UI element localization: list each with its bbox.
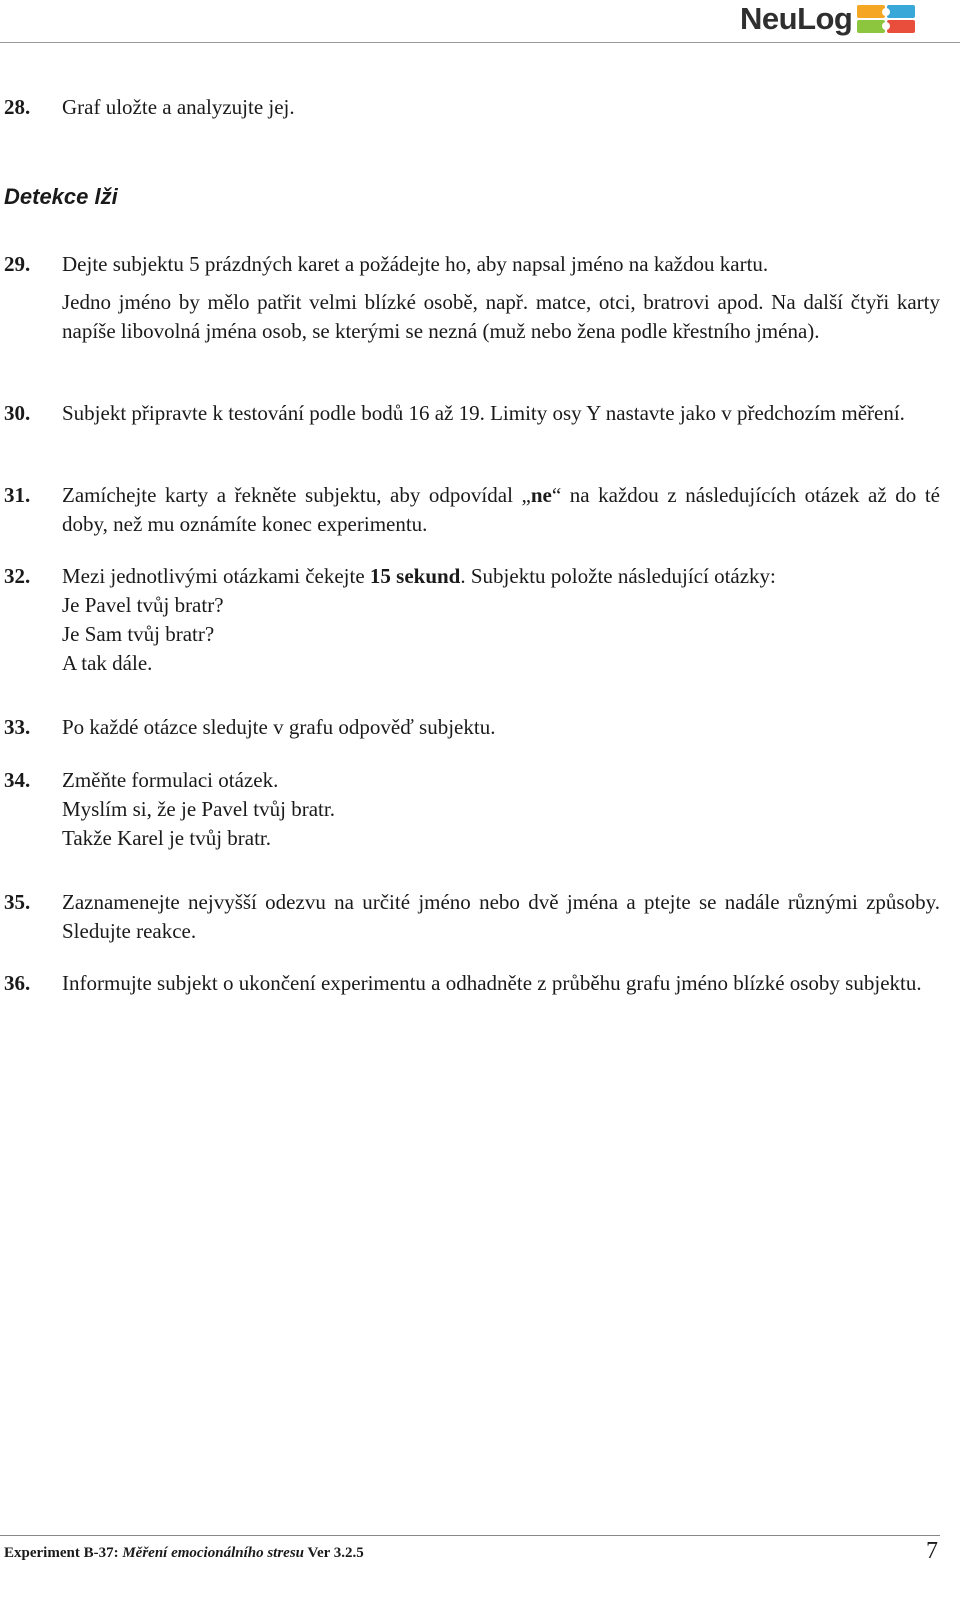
puzzle-logo-icon <box>856 4 918 34</box>
page-number: 7 <box>926 1538 938 1564</box>
logo-text: NeuLog <box>740 1 853 36</box>
step-number: 34. <box>4 768 31 792</box>
text-part: Zamíchejte karty a řekněte subjektu, aby odpovídal „ <box>62 483 531 507</box>
step-text: Graf uložte a analyzujte jej. <box>62 95 295 119</box>
step-number: 28. <box>4 95 31 119</box>
step-number: 31. <box>4 483 31 507</box>
step-number: 30. <box>4 401 31 425</box>
neulog-logo <box>740 2 918 36</box>
question-line: Je Sam tvůj bratr? <box>62 622 215 646</box>
header-divider <box>0 42 960 43</box>
step-number: 32. <box>4 564 31 588</box>
step-text <box>62 481 940 539</box>
bold-answer: ne <box>530 483 552 507</box>
step-text: Subjekt připravte k testování podle bodů 16 až 19. Limity osy Y nastavte jako v předchozím měření. <box>62 401 905 425</box>
experiment-title: Měření emocionálního stresu <box>122 1545 305 1561</box>
step-text: Dejte subjektu 5 prázdných karet a požádejte ho, aby napsal jméno na každou kartu. <box>62 252 769 276</box>
bold-duration: 15 sekund <box>369 564 461 588</box>
step-text-continued: Jedno jméno by mělo patřit velmi blízké osobě, např. matce, otci, bratrovi apod. Na další čtyři karty napíše libovolná jména osob, se kterými se nezná (muž nebo žena podle křestního jména). <box>62 290 940 343</box>
text-part: . Subjektu položte následující otázky: <box>460 564 776 588</box>
footer-divider <box>0 1535 940 1536</box>
footer <box>4 1545 364 1562</box>
step-text: Po každé otázce sledujte v grafu odpověď subjektu. <box>62 715 496 739</box>
step-number: 35. <box>4 890 31 914</box>
step-number: 33. <box>4 715 31 739</box>
experiment-label: Experiment B-37: <box>4 1545 123 1561</box>
section-heading: Detekce lži <box>4 184 118 209</box>
step-text: Zaznamenejte nejvyšší odezvu na určité jméno nebo dvě jména a ptejte se nadále různými způsoby. Sledujte reakce. <box>62 890 940 943</box>
step-text <box>62 562 940 591</box>
step-number: 36. <box>4 971 31 995</box>
text-part: Mezi jednotlivými otázkami čekejte <box>62 564 370 588</box>
step-number: 29. <box>4 252 31 276</box>
question-line: A tak dále. <box>62 651 153 675</box>
step-text: Změňte formulaci otázek. <box>62 768 279 792</box>
question-line: Myslím si, že je Pavel tvůj bratr. <box>62 797 335 821</box>
version-label: Ver 3.2.5 <box>304 1545 364 1561</box>
step-text: Informujte subjekt o ukončení experimentu a odhadněte z průběhu grafu jméno blízké osoby subjektu. <box>62 971 922 995</box>
question-line: Takže Karel je tvůj bratr. <box>62 826 272 850</box>
question-line: Je Pavel tvůj bratr? <box>62 593 224 617</box>
text-part: “ na každou z následujících otázek až do té doby, než mu oznámíte konec experimentu. <box>62 483 940 536</box>
